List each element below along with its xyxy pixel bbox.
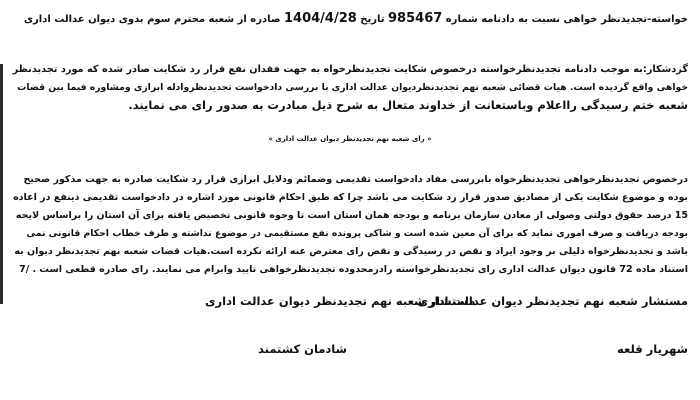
margin-rule <box>0 64 3 304</box>
ruling-line: 15 درصد حقوق دولتی وصولی از معادن سازمان برنامه و بودجه همان استان است تا وجوه قانونی تخصیص یافته برای آن استان را براساس لایحه <box>15 210 688 221</box>
header-line <box>24 9 688 29</box>
signature-role-right: مستشار شعبه نهم تجدیدنظر دیوان عدالت اداری <box>417 294 688 308</box>
header-tail: صادره از شعبه محترم سوم بدوی دیوان عدالت اداری <box>23 14 281 25</box>
date-label: تاریخ <box>360 14 385 25</box>
header-lead: خواسته-تجدیدنظر خواهی نسبت به دادنامه شماره <box>445 14 688 25</box>
ruling-line: باشد و تجدیدنظرخواه دلیلی بر وجود ایراد و نقص در رسیدگی و نقض رای معترض عنه ارائه نکرده است.هیات قضات شعبه نهم تجدیدنظر دیوان به <box>14 246 688 257</box>
ruling-line: بودجه دریافت و صرف اموری نماید که برای آن معین شده است و شاکی پرونده نفع مستقیمی در موضوع نداشته و طرف خطاب احکام قانونی نمی <box>26 228 688 239</box>
signature-name-left: شادمان کشتمند <box>258 342 347 356</box>
ruling-line: درخصوص تجدیدنظرخواهی تجدیدنظرخواه بابررسی مفاد دادخواست تقدیمی وضمائم ودلایل ابرازی قرار رد شکایت صادره به جهت مذکور صحیح <box>23 174 688 185</box>
signature-role-left: مستشار شعبه نهم تجدیدنظر دیوان عدالت اداری <box>205 294 476 308</box>
ruling-line: بوده و موضوع شکایت یکی از مصادیق صدور قرار رد شکایت می باشد چرا که طبق احکام قانونی مورد اشاره در دادخواست تقدیمی ذینفع در اعاده <box>13 192 688 203</box>
section-title: « رای شعبه نهم تجدیدنظر دیوان عدالت اداری » <box>268 135 432 143</box>
case-number: 985467 <box>388 11 443 26</box>
ruling-line: استناد ماده 72 قانون دیوان عدالت اداری رای تجدیدنظرخواسته رادرمحدوده تجدیدنظرخواهی تایید وابرام می نمایند. رای صادره قطعی است . /7 <box>19 264 688 275</box>
signature-name-right: شهریار قلعه <box>616 342 688 356</box>
case-date: 1404/4/28 <box>283 11 357 26</box>
report-line: خواهی واقع گردیده است. هیات قضائی شعبه نهم تجدیدنظردیوان عدالت اداری با بررسی دادخواست تجدیدنظروادله ابرازی ومشاوره فیما بین قضات <box>17 82 688 93</box>
report-line: گردشکار:به موجب دادنامه تجدیدنظرخواسته درخصوص شکایت تجدیدنظرخواه به جهت فقدان نفع قرار رد شکایت صادر شده که مورد تجدیدنظر <box>12 64 688 75</box>
report-line: شعبه ختم رسیدگی رااعلام وباستعانت از خداوند متعال به شرح ذیل مبادرت به صدور رای می نمایند. <box>128 98 688 112</box>
